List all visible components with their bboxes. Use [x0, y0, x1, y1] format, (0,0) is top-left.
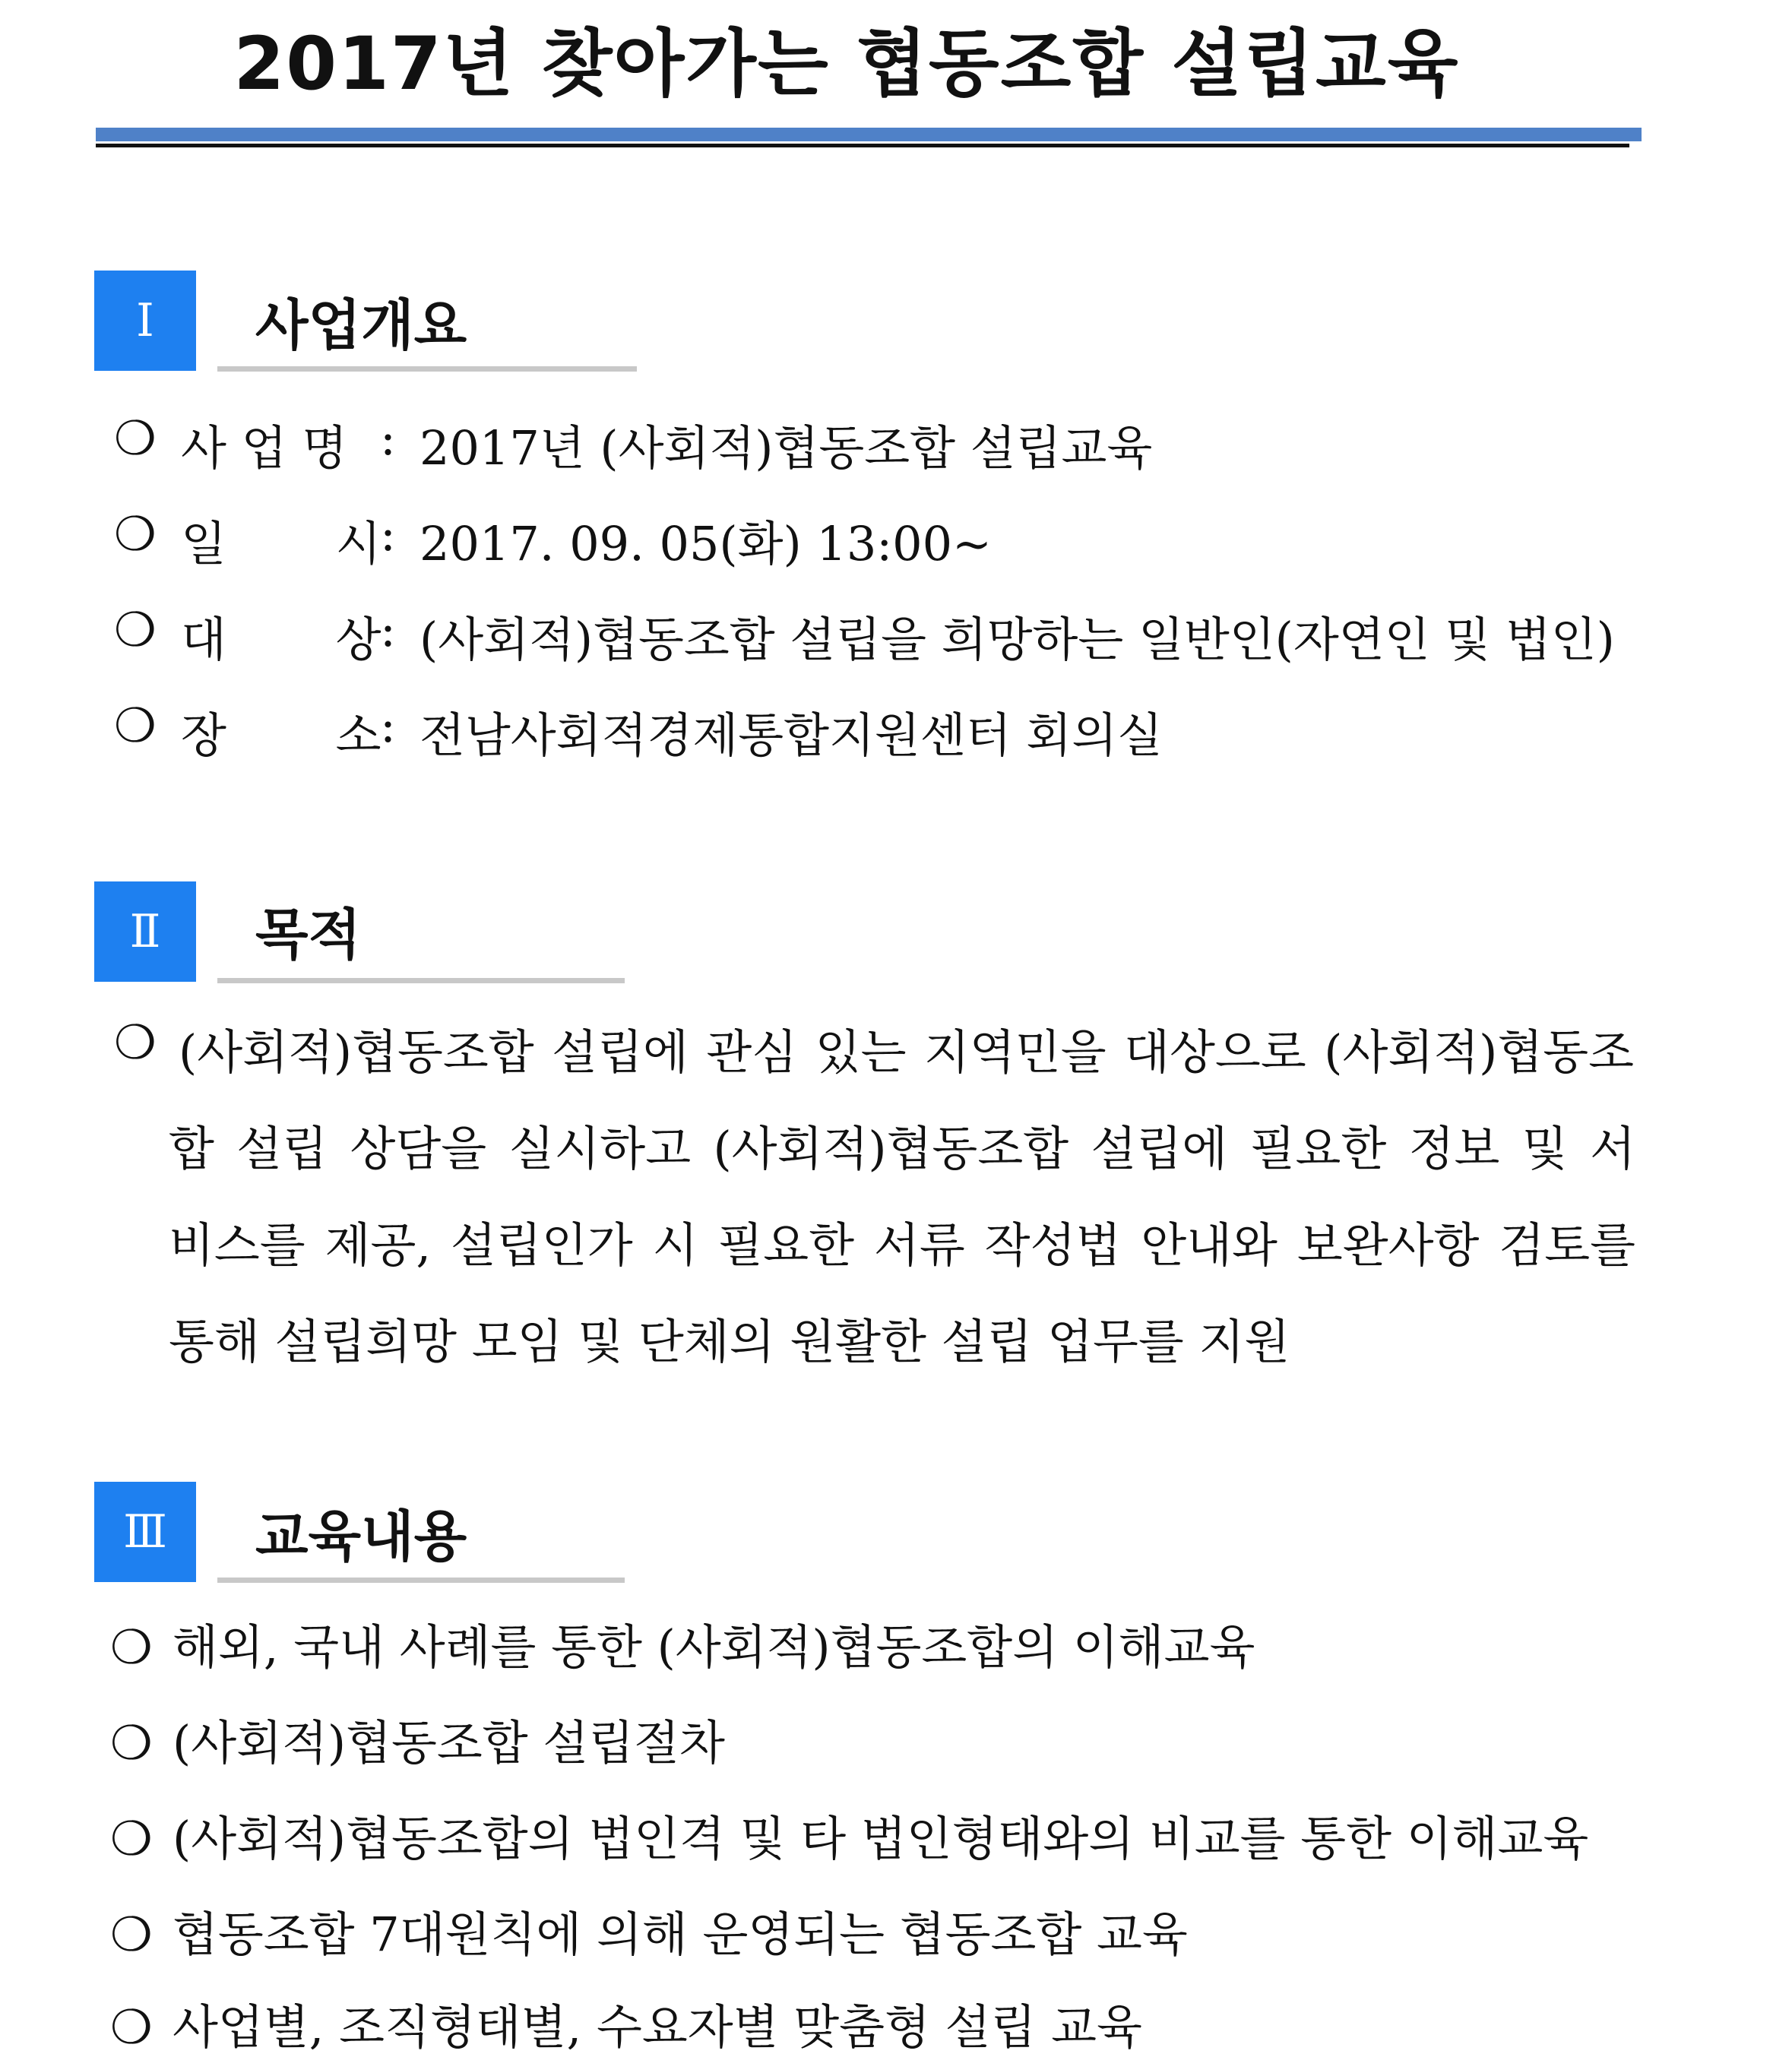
overview-colon: : — [380, 698, 396, 753]
section-title-3: 교육내용 — [255, 1505, 467, 1568]
overview-label: 사 업 명 — [181, 420, 348, 476]
content-item-text: (사회적)협동조합 설립절차 — [173, 1715, 725, 1771]
purpose-line-4: 통해 설립희망 모임 및 단체의 원활한 설립 업무를 지원 — [169, 1314, 1290, 1369]
bullet-circle-icon: ❍ — [110, 1999, 153, 2055]
page-title: 2017년 찾아가는 협동조합 설립교육 — [233, 21, 1460, 106]
bullet-circle-icon: ❍ — [114, 1014, 157, 1070]
section-title-1: 사업개요 — [255, 293, 467, 357]
bullet-circle-icon: ❍ — [114, 698, 157, 753]
bullet-circle-icon: ❍ — [114, 410, 157, 466]
bullet-circle-icon: ❍ — [110, 1715, 153, 1771]
overview-colon: : — [380, 506, 396, 562]
purpose-line-3: 비스를 제공, 설립인가 시 필요한 서류 작성법 안내와 보완사항 검토를 — [169, 1217, 1635, 1273]
overview-colon: : — [380, 602, 396, 657]
overview-label: 대 상 — [181, 612, 382, 667]
section-number-3: Ⅲ — [94, 1482, 196, 1582]
section-underline-2 — [217, 978, 625, 983]
section-number-2: Ⅱ — [94, 881, 196, 982]
bullet-circle-icon: ❍ — [110, 1619, 153, 1675]
content-item — [110, 1705, 725, 1773]
overview-value: 2017. 09. 05(화) 13:00~ — [420, 516, 993, 571]
overview-value: (사회적)협동조합 설립을 희망하는 일반인(자연인 및 법인) — [420, 612, 1615, 667]
title-rule-blue — [96, 128, 1642, 141]
bullet-circle-icon: ❍ — [114, 602, 157, 657]
content-item-text: 해외, 국내 사례를 통한 (사회적)협동조합의 이해교육 — [173, 1619, 1255, 1675]
title-rule-black — [96, 144, 1629, 147]
overview-value: 2017년 (사회적)협동조합 설립교육 — [420, 420, 1153, 476]
purpose-line-2: 합 설립 상담을 실시하고 (사회적)협동조합 설립에 필요한 정보 및 서 — [169, 1121, 1635, 1176]
bullet-circle-icon: ❍ — [114, 506, 157, 562]
section-underline-1 — [217, 366, 637, 372]
content-item — [110, 1609, 1255, 1677]
bullet-circle-icon: ❍ — [110, 1811, 153, 1866]
purpose-line-1: (사회적)협동조합 설립에 관심 있는 지역민을 대상으로 (사회적)협동조 — [179, 1024, 1634, 1080]
overview-label: 장 소 — [181, 707, 382, 763]
bullet-circle-icon: ❍ — [110, 1907, 153, 1962]
content-item-text: 사업별, 조직형태별, 수요자별 맞춤형 설립 교육 — [173, 1999, 1142, 2055]
content-item-text: (사회적)협동조합의 법인격 및 타 법인형태와의 비교를 통한 이해교육 — [173, 1811, 1589, 1866]
overview-value: 전남사회적경제통합지원센터 회의실 — [420, 707, 1163, 763]
section-underline-3 — [217, 1578, 625, 1583]
content-item — [110, 1989, 1142, 2057]
overview-colon: : — [380, 410, 396, 466]
overview-label: 일 시 — [181, 516, 382, 571]
section-title-2: 목적 — [255, 903, 362, 967]
content-item — [110, 1897, 1188, 1964]
content-item — [110, 1801, 1588, 1869]
content-item-text: 협동조합 7대원칙에 의해 운영되는 협동조합 교육 — [173, 1907, 1188, 1962]
section-number-1: Ⅰ — [94, 271, 196, 371]
